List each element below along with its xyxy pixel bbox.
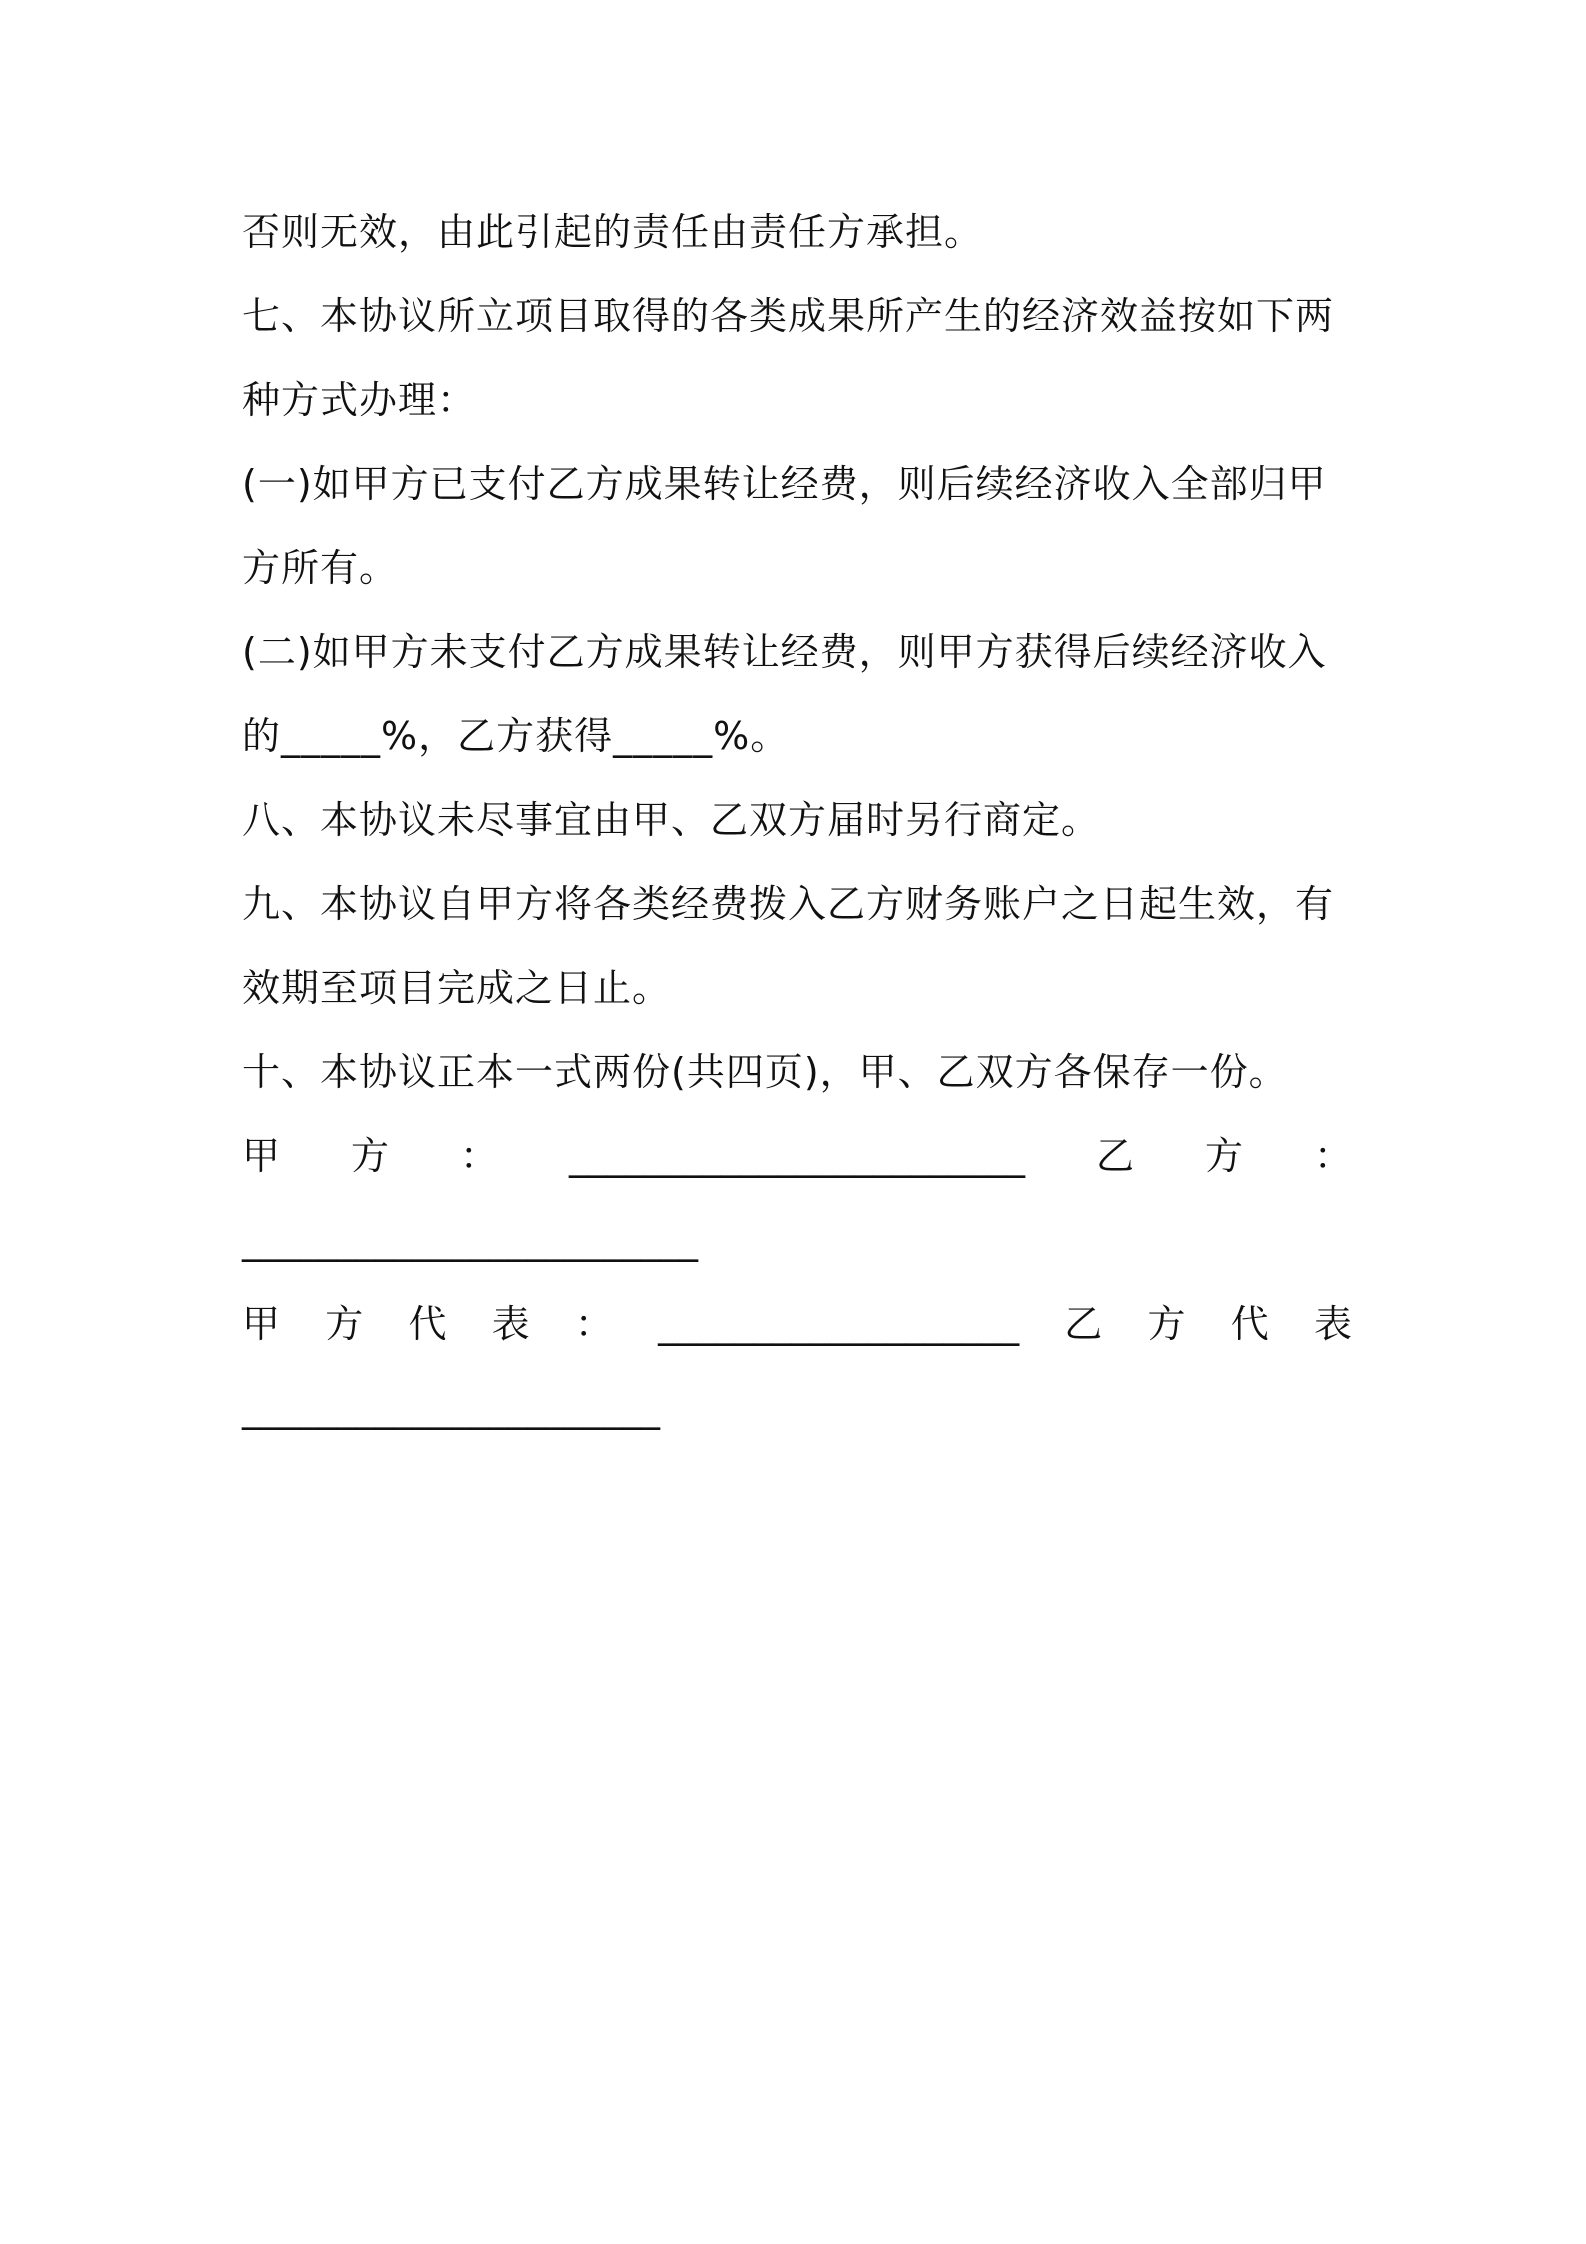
rep-a-char: 甲 bbox=[242, 1302, 281, 1346]
party-signature-row bbox=[242, 1114, 1352, 1198]
text-line: 效期至项目完成之日止。 bbox=[242, 966, 672, 1010]
representative-signature-row bbox=[242, 1282, 1352, 1366]
party-b-char: 方 bbox=[1204, 1134, 1243, 1178]
party-a-char: ： bbox=[460, 1134, 499, 1178]
text-line: 的_____%，乙方获得_____%。 bbox=[242, 714, 790, 758]
text-line: 十、本协议正本一式两份(共四页)，甲、乙双方各保存一份。 bbox=[242, 1050, 1288, 1094]
rep-a-char: 方 bbox=[325, 1302, 364, 1346]
party-a-char: 方 bbox=[351, 1134, 390, 1178]
text-line: (二)如甲方未支付乙方成果转让经费，则甲方获得后续经济收入 bbox=[242, 630, 1327, 674]
rep-b-char: 方 bbox=[1147, 1302, 1186, 1346]
document-body bbox=[242, 190, 1352, 1450]
text-line: 八、本协议未尽事宜由甲、乙双方届时另行商定。 bbox=[242, 798, 1101, 842]
rep-a-char: 代 bbox=[408, 1302, 447, 1346]
rep-a-char: ： bbox=[574, 1302, 613, 1346]
text-line: 九、本协议自甲方将各类经费拨入乙方财务账户之日起生效，有 bbox=[242, 882, 1335, 926]
rep-a-char: 表 bbox=[491, 1302, 530, 1346]
text-line: 否则无效，由此引起的责任由责任方承担。 bbox=[242, 210, 984, 254]
rep-b-char: 表 bbox=[1313, 1302, 1352, 1346]
rep-b-char: 代 bbox=[1230, 1302, 1269, 1346]
text-line: 七、本协议所立项目取得的各类成果所产生的经济效益按如下两 bbox=[242, 294, 1335, 338]
party-b-char: 乙 bbox=[1095, 1134, 1134, 1178]
text-line: (一)如甲方已支付乙方成果转让经费，则后续经济收入全部归甲 bbox=[242, 462, 1327, 506]
rep-b-char: 乙 bbox=[1064, 1302, 1103, 1346]
party-a-blank: ________________________ bbox=[569, 1134, 1025, 1178]
party-a-char: 甲 bbox=[242, 1134, 281, 1178]
rep-b-blank: ______________________ bbox=[242, 1386, 660, 1430]
text-line: 方所有。 bbox=[242, 546, 399, 590]
rep-a-blank: ___________________ bbox=[658, 1302, 1020, 1346]
text-line: 种方式办理： bbox=[242, 378, 477, 422]
party-b-char: ： bbox=[1313, 1134, 1352, 1178]
party-b-blank: ________________________ bbox=[242, 1218, 698, 1262]
